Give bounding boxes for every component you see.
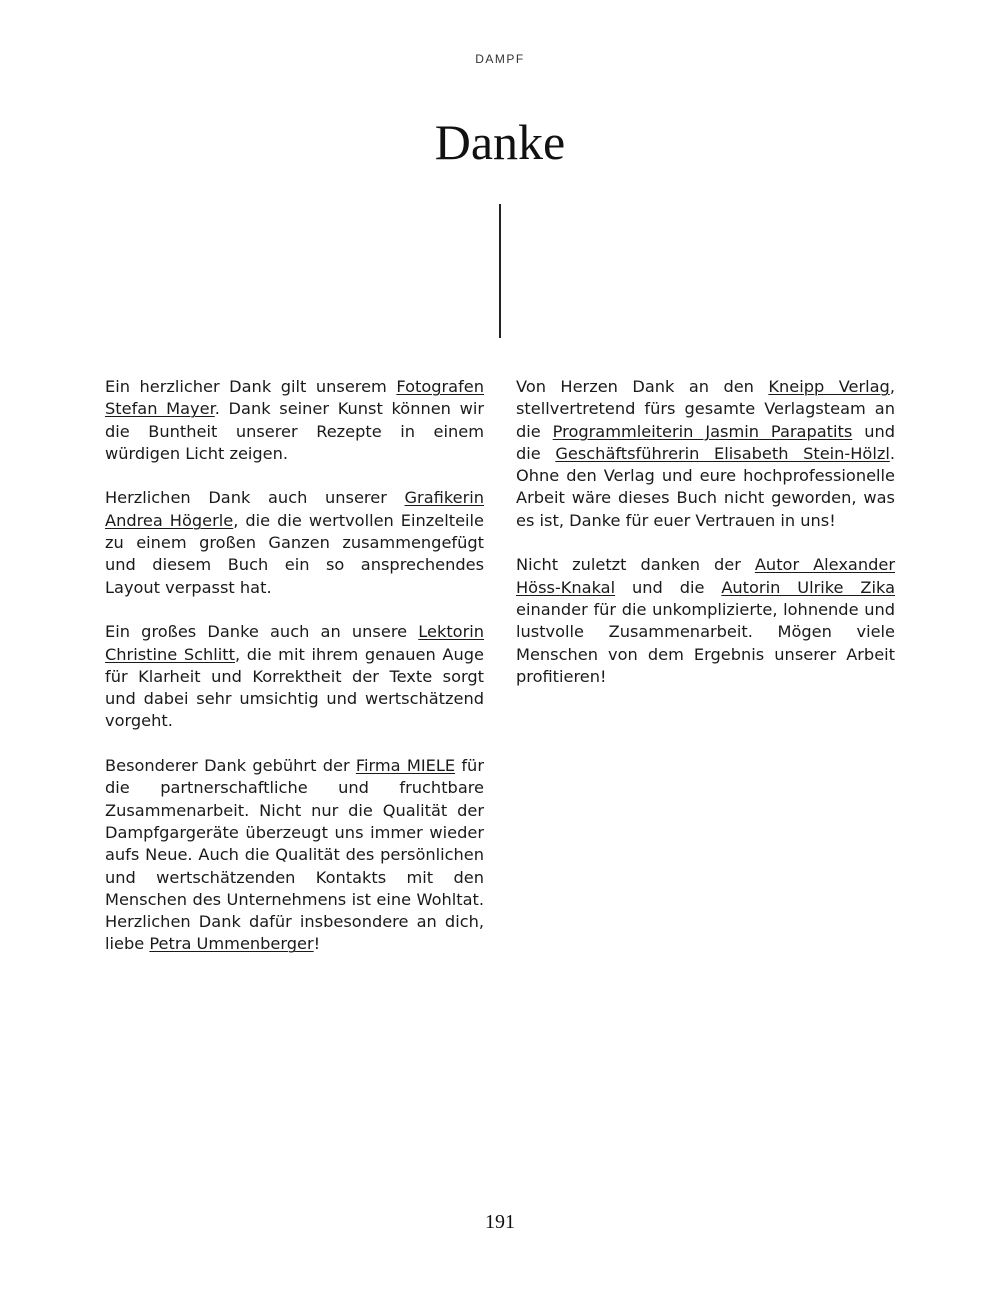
coauthor-name-link[interactable]: Autorin Ulrike Zika [721, 577, 895, 597]
right-text-column [516, 376, 895, 710]
text-segment: ! [313, 934, 321, 954]
text-segment: für die partnerschaftliche und fruchtbare Zusammenarbeit. Nicht nur die Qualität der Dampfgargeräte überzeugt uns immer wieder aufs Neue. Auch die Qualität des persönlichen und wertschätzenden Kontakts mit den Menschen des Unternehmens ist eine Wohltat. Herzlichen Dank dafür insbesondere an dich, liebe [105, 756, 484, 954]
text-segment: Ein herzlicher Dank gilt unserem [105, 377, 397, 396]
photographer-name-link[interactable]: Fotografen Stefan Mayer [105, 377, 484, 419]
text-segment: . Ohne den Verlag und eure hochprofessionelle Arbeit wäre dieses Buch nicht geworden, was es ist, Danke für euer Vertrauen in uns! [516, 443, 895, 530]
company-name-link[interactable]: Firma MIELE [355, 756, 456, 776]
text-segment: Besonderer Dank gebührt der [105, 756, 356, 776]
author-name-link[interactable]: Autor Alexander Höss-Knakal [516, 555, 895, 597]
vertical-divider [499, 204, 501, 338]
managing-director-link[interactable]: Geschäftsführerin Elisabeth Stein-Hölzl [555, 443, 890, 463]
paragraph-photographer-thanks [105, 376, 484, 465]
text-segment: , die mit ihrem genauen Auge für Klarheit und Korrektheit der Texte sorgt und dabei sehr umsichtig und wertschätzend vorgeht. [105, 644, 484, 731]
designer-name-link[interactable]: Grafikerin Andrea Högerle [105, 488, 484, 530]
text-segment: , stellvertretend fürs gesamte Verlagsteam an die [516, 377, 895, 441]
page-number: 191 [485, 1211, 515, 1233]
text-segment: , die die wertvollen Einzelteile zu einem großen Ganzen zusammengefügt und diesem Buch ein so ansprechendes Layout verpasst hat. [105, 510, 484, 597]
paragraph-authors-thanks [516, 554, 895, 688]
contact-name-link[interactable]: Petra Ummenberger [149, 934, 314, 954]
text-segment: . Dank seiner Kunst können wir die Buntheit unserer Rezepte in einem würdigen Licht zeigen. [105, 399, 484, 463]
publisher-name-link[interactable]: Kneipp Verlag [768, 377, 890, 396]
text-segment: Von Herzen Dank an den [516, 377, 769, 396]
text-segment: Herzlichen Dank auch unserer [105, 488, 405, 508]
editor-name-link[interactable]: Lektorin Christine Schlitt [105, 622, 484, 664]
paragraph-editor-thanks [105, 621, 484, 732]
text-segment: einander für die unkomplizierte, lohnende und lustvolle Zusammenarbeit. Mögen viele Menschen von dem Ergebnis unserer Arbeit profitieren! [516, 599, 895, 686]
paragraph-company-thanks [105, 755, 484, 956]
left-text-column [105, 376, 484, 978]
text-segment: Ein großes Danke auch an unsere [105, 622, 419, 642]
text-segment: und die [615, 577, 722, 597]
page-title: Danke [434, 114, 566, 170]
program-director-link[interactable]: Programmleiterin Jasmin Parapatits [552, 421, 853, 441]
text-segment: und die [516, 421, 895, 463]
paragraph-designer-thanks [105, 487, 484, 598]
running-head: DAMPF [475, 52, 525, 66]
text-segment: Nicht zuletzt danken der [516, 555, 755, 575]
paragraph-publisher-thanks [516, 376, 895, 532]
